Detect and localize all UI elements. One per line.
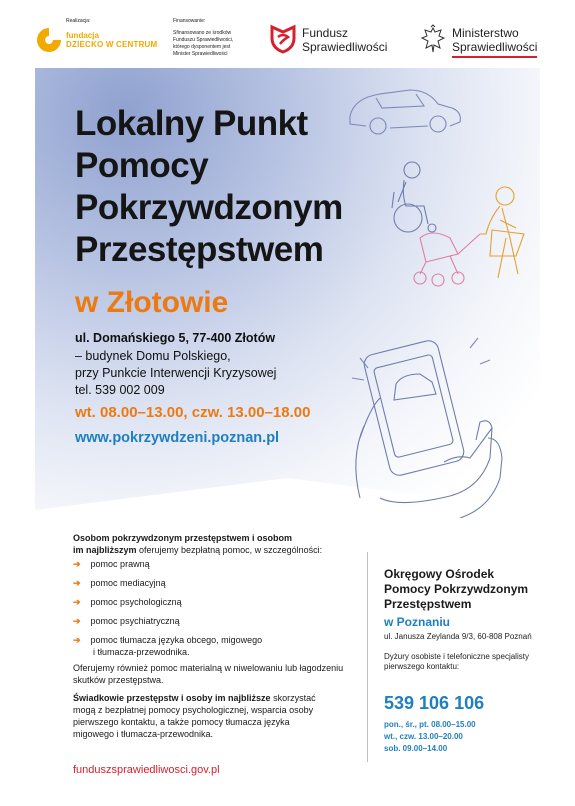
list-item-label: pomoc psychiatryczną bbox=[90, 616, 180, 626]
intro-bold-2: im najbliższym bbox=[73, 545, 137, 555]
fundusz-name bbox=[302, 26, 387, 54]
fundacja-name-line1: fundacja bbox=[66, 31, 99, 40]
duty-note bbox=[384, 652, 529, 672]
district-hours-3: sob. 09.00–14.00 bbox=[384, 744, 448, 753]
duty-note-line2: pierwszego kontaktu: bbox=[384, 662, 460, 671]
stroller-icon bbox=[414, 233, 480, 286]
divider bbox=[367, 552, 368, 762]
title-line-1: Lokalny Punkt bbox=[75, 104, 308, 143]
list-item-label: pomoc prawną bbox=[90, 559, 150, 569]
list-item-label: pomoc mediacyjną bbox=[90, 578, 166, 588]
car-icon bbox=[350, 90, 460, 134]
material-help-line2: skutków przestępstwa. bbox=[73, 675, 164, 685]
woman-walking-icon bbox=[480, 187, 524, 278]
list-item bbox=[73, 559, 150, 570]
district-hours-1: pon., śr., pt. 08.00–15.00 bbox=[384, 720, 476, 729]
intro-paragraph bbox=[73, 532, 373, 556]
witnesses-line1: skorzystać bbox=[270, 693, 316, 703]
realizacja-label: Realizacja: bbox=[66, 18, 91, 24]
ministerstwo-line2: Sprawiedliwości bbox=[452, 40, 538, 54]
arrow-right-icon: ➔ bbox=[73, 559, 81, 569]
district-center-phone[interactable]: 539 106 106 bbox=[384, 693, 485, 713]
ministerstwo-line1: Ministerstwo bbox=[452, 26, 519, 40]
district-title-line2: Pomocy Pokrzywdzonym bbox=[384, 582, 529, 596]
witnesses-line4: migowego i tłumacza-przewodnika. bbox=[73, 729, 214, 739]
ministerstwo-name bbox=[452, 26, 537, 54]
district-title-line3: Przestępstwem bbox=[384, 597, 472, 611]
arrow-right-icon: ➔ bbox=[73, 635, 81, 645]
witnesses-line2: mogą z bezpłatnej pomocy psychologicznej, wsparcia osoby bbox=[73, 705, 314, 715]
list-item bbox=[73, 597, 182, 608]
phone-number[interactable]: tel. 539 002 009 bbox=[75, 383, 165, 397]
finansowanie-text-1: Sfinansowano ze środków bbox=[173, 30, 232, 36]
witnesses-bold: Świadkowie przestępstw i osoby im najbliższe bbox=[73, 693, 271, 703]
list-item bbox=[73, 616, 180, 627]
fundacja-logo-icon bbox=[36, 27, 62, 53]
witnesses-paragraph bbox=[73, 692, 363, 740]
finansowanie-text-2: Funduszu Sprawiedliwości, bbox=[173, 37, 234, 43]
district-hours-2: wt., czw. 13.00–20.00 bbox=[384, 732, 463, 741]
opening-hours: wt. 08.00–13.00, czw. 13.00–18.00 bbox=[75, 404, 311, 421]
fundusz-line2: Sprawiedliwości bbox=[302, 40, 388, 54]
address-street: ul. Domańskiego 5, 77-400 Złotów bbox=[75, 331, 276, 345]
address-unit: przy Punkcie Interwencji Kryzysowej bbox=[75, 366, 277, 380]
eagle-emblem-icon bbox=[420, 24, 446, 54]
list-item bbox=[73, 635, 262, 646]
title-line-3: Pokrzywdzonym bbox=[75, 188, 343, 227]
list-item-continuation: i tłumacza-przewodnika. bbox=[93, 647, 190, 657]
district-title-line1: Okręgowy Ośrodek bbox=[384, 567, 495, 581]
finansowanie-label: Finansowanie: bbox=[173, 18, 206, 24]
illustration bbox=[340, 78, 540, 518]
witnesses-line3: pierwszego kontaktu, a także pomocy tłumacza języka bbox=[73, 717, 290, 727]
intro-rest: oferujemy bezpłatną pomoc, w szczególności: bbox=[136, 545, 323, 555]
list-item bbox=[73, 578, 166, 589]
main-title bbox=[75, 103, 343, 271]
duty-note-line1: Dyżury osobiste i telefoniczne specjalisty bbox=[384, 652, 529, 661]
ministerstwo-red-bar bbox=[452, 56, 537, 58]
arrow-right-icon: ➔ bbox=[73, 597, 81, 607]
list-item-label: pomoc tłumacza języka obcego, migowego bbox=[90, 635, 263, 645]
footer-website-link[interactable]: funduszsprawiedliwosci.gov.pl bbox=[73, 764, 220, 776]
district-center-address: ul. Janusza Zeylanda 9/3, 60-808 Poznań bbox=[384, 632, 532, 641]
title-line-2: Pomocy bbox=[75, 146, 209, 185]
list-item-label: pomoc psychologiczną bbox=[90, 597, 182, 607]
fundusz-logo-icon bbox=[268, 24, 298, 54]
material-help-paragraph bbox=[73, 662, 363, 686]
finansowanie-text-3: którego dysponentem jest bbox=[173, 44, 231, 50]
address-building: – budynek Domu Polskiego, bbox=[75, 349, 231, 363]
website-link[interactable]: www.pokrzywdzeni.poznan.pl bbox=[75, 430, 280, 446]
finansowanie-text-4: Minister Sprawiedliwości bbox=[173, 51, 228, 57]
intro-bold-1: Osobom pokrzywdzonym przestępstwem i osobom bbox=[73, 533, 293, 543]
arrow-right-icon: ➔ bbox=[73, 578, 81, 588]
arrow-right-icon: ➔ bbox=[73, 616, 81, 626]
material-help-line1: Oferujemy również pomoc materialną w niwelowaniu lub łagodzeniu bbox=[73, 663, 344, 673]
city-heading: w Złotowie bbox=[75, 286, 229, 319]
fundacja-name-line2: DZIECKO W CENTRUM bbox=[66, 40, 158, 49]
hand-phone-icon bbox=[356, 339, 502, 518]
district-center-title bbox=[384, 567, 528, 612]
fundusz-line1: Fundusz bbox=[302, 26, 349, 40]
title-line-4: Przestępstwem bbox=[75, 230, 324, 269]
wheelchair-person-icon bbox=[392, 162, 436, 232]
district-center-city: w Poznaniu bbox=[384, 615, 450, 629]
